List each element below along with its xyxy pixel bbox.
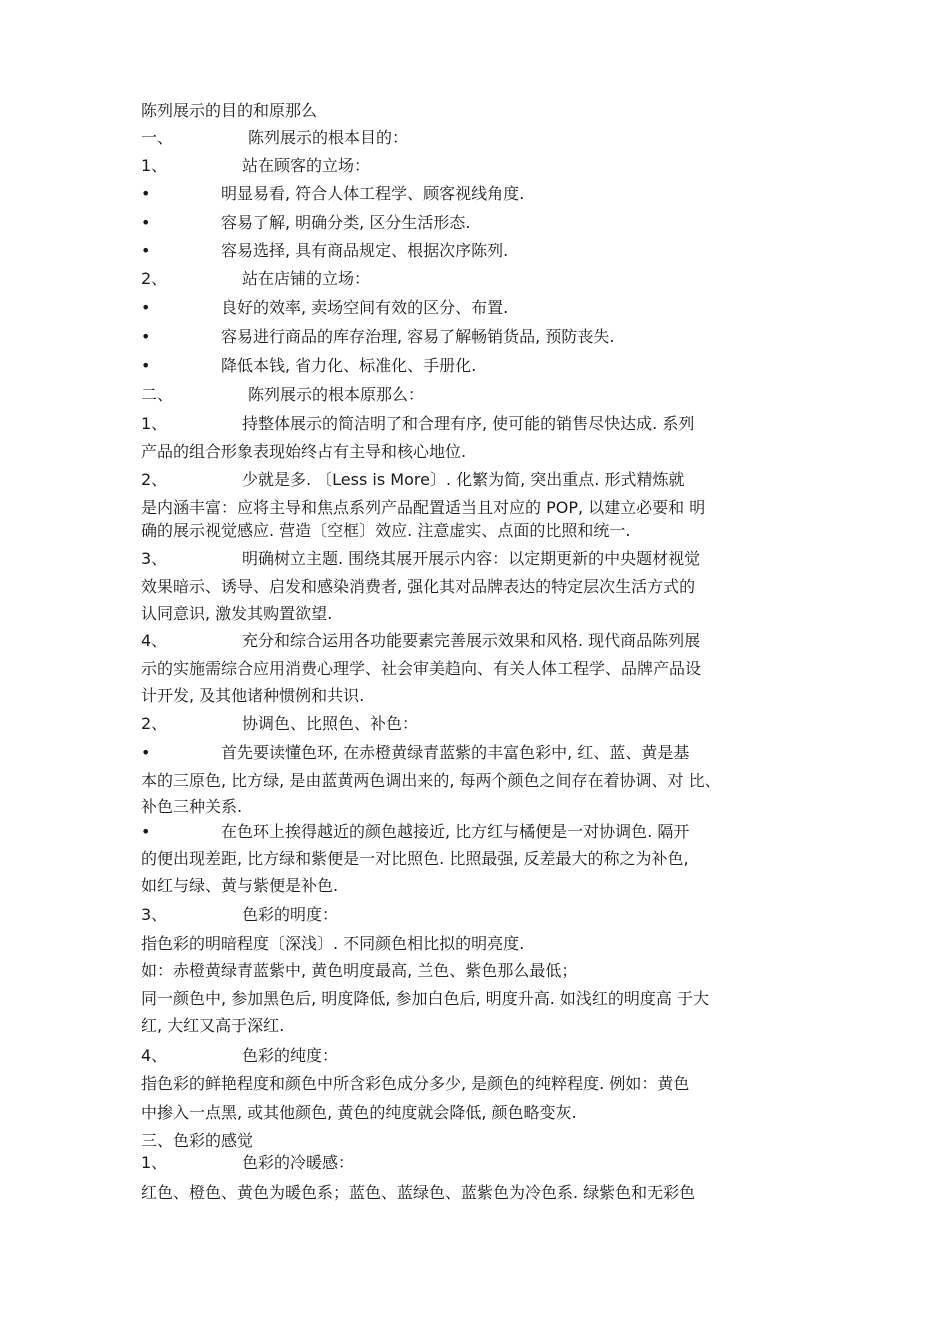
line-text: 指色彩的明暗程度〔深浅〕. 不同颜色相比拟的明亮度.	[141, 934, 525, 953]
section-number: 1、	[141, 1153, 168, 1172]
line-text: 红, 大红又高于深红.	[141, 1016, 285, 1035]
section-number: 2、	[141, 714, 168, 733]
line-text: 容易了解, 明确分类, 区分生活形态.	[221, 213, 471, 232]
section-number: 3、	[141, 905, 168, 924]
section-number: 2、	[141, 470, 168, 489]
bullet-marker: •	[141, 241, 151, 260]
line-text: 三、色彩的感觉	[141, 1131, 254, 1150]
line-text: 在色环上挨得越近的颜色越接近, 比方红与橘便是一对协调色. 隔开	[221, 822, 690, 841]
section-number: 一、	[141, 128, 174, 147]
bullet-marker: •	[141, 743, 151, 762]
line-text: 补色三种关系.	[141, 797, 243, 816]
section-number: 二、	[141, 385, 174, 404]
bullet-marker: •	[141, 356, 151, 375]
section-number: 1、	[141, 156, 168, 175]
line-text: 陈列展示的根本目的：	[248, 128, 409, 147]
line-text: 陈列展示的根本原那么：	[248, 385, 425, 404]
line-text: 认同意识, 激发其购置欲望.	[141, 604, 333, 623]
bullet-marker: •	[141, 298, 151, 317]
line-text: 良好的效率, 卖场空间有效的区分、布置.	[221, 298, 509, 317]
bullet-marker: •	[141, 822, 151, 841]
line-text: 站在店铺的立场：	[242, 269, 371, 288]
bullet-marker: •	[141, 184, 151, 203]
line-text: 中掺入一点黑, 或其他颜色, 黄色的纯度就会降低, 颜色略变灰.	[141, 1103, 577, 1122]
line-text: 色彩的明度：	[242, 905, 339, 924]
line-text: 本的三原色, 比方绿, 是由蓝黄两色调出来的, 每两个颜色之间存在着协调、对 比、	[141, 771, 721, 790]
line-text: 的便出现差距, 比方绿和紫便是一对比照色. 比照最强, 反差最大的称之为补色,	[141, 849, 689, 868]
section-number: 1、	[141, 414, 168, 433]
line-text: 充分和综合运用各功能要素完善展示效果和风格. 现代商品陈列展	[242, 631, 701, 650]
bullet-marker: •	[141, 213, 151, 232]
line-text: 示的实施需综合应用消费心理学、社会审美趋向、有关人体工程学、品牌产品设	[141, 659, 702, 678]
section-number: 3、	[141, 549, 168, 568]
line-text: 首先要读懂色环, 在赤橙黄绿青蓝紫的丰富色彩中, 红、蓝、黄是基	[221, 743, 690, 762]
bullet-marker: •	[141, 327, 151, 346]
line-text: 色彩的冷暖感：	[242, 1153, 355, 1172]
document-title-text: 陈列展示的目的和原那么	[141, 101, 318, 120]
line-text: 计开发, 及其他诸种惯例和共识.	[141, 686, 365, 705]
line-text: 如：赤橙黄绿青蓝紫中, 黄色明度最高, 兰色、紫色那么最低；	[141, 961, 578, 980]
line-text: 色彩的纯度：	[242, 1046, 339, 1065]
line-text: 明确树立主题. 围绕其展开展示内容：以定期更新的中央题材视觉	[242, 549, 701, 568]
line-text: 明显易看, 符合人体工程学、顾客视线角度.	[221, 184, 525, 203]
line-text: 站在顾客的立场：	[242, 156, 371, 175]
line-text: 效果暗示、诱导、启发和感染消费者, 强化其对品牌表达的特定层次生活方式的	[141, 577, 696, 596]
line-text: 降低本钱, 省力化、标准化、手册化.	[221, 356, 477, 375]
line-text: 指色彩的鲜艳程度和颜色中所含彩色成分多少, 是颜色的纯粹程度. 例如：黄色	[141, 1074, 690, 1093]
line-text: 协调色、比照色、补色：	[242, 714, 419, 733]
line-text: 少就是多. 〔Less is More〕. 化繁为简, 突出重点. 形式精炼就	[242, 470, 685, 489]
line-text: 容易进行商品的库存治理, 容易了解畅销货品, 预防丧失.	[221, 327, 615, 346]
line-text: 如红与绿、黄与紫便是补色.	[141, 876, 339, 895]
line-text: 持整体展示的简洁明了和合理有序, 使可能的销售尽快达成. 系列	[242, 414, 695, 433]
line-text: 同一颜色中, 参加黑色后, 明度降低, 参加白色后, 明度升高. 如浅红的明度高 于大	[141, 989, 709, 1008]
line-text: 是内涵丰富：应将主导和焦点系列产品配置适当且对应的 POP, 以建立必要和 明	[141, 498, 706, 517]
section-number: 4、	[141, 1046, 168, 1065]
line-text: 容易选择, 具有商品规定、根据次序陈列.	[221, 241, 509, 260]
line-text: 确的展示视觉感应. 营造〔空框〕效应. 注意虚实、点面的比照和统一.	[141, 521, 631, 540]
line-text: 红色、橙色、黄色为暖色系；蓝色、蓝绿色、蓝紫色为冷色系. 绿紫色和无彩色	[141, 1183, 696, 1202]
section-number: 4、	[141, 631, 168, 650]
section-number: 2、	[141, 269, 168, 288]
line-text: 产品的组合形象表现始终占有主导和核心地位.	[141, 442, 467, 461]
